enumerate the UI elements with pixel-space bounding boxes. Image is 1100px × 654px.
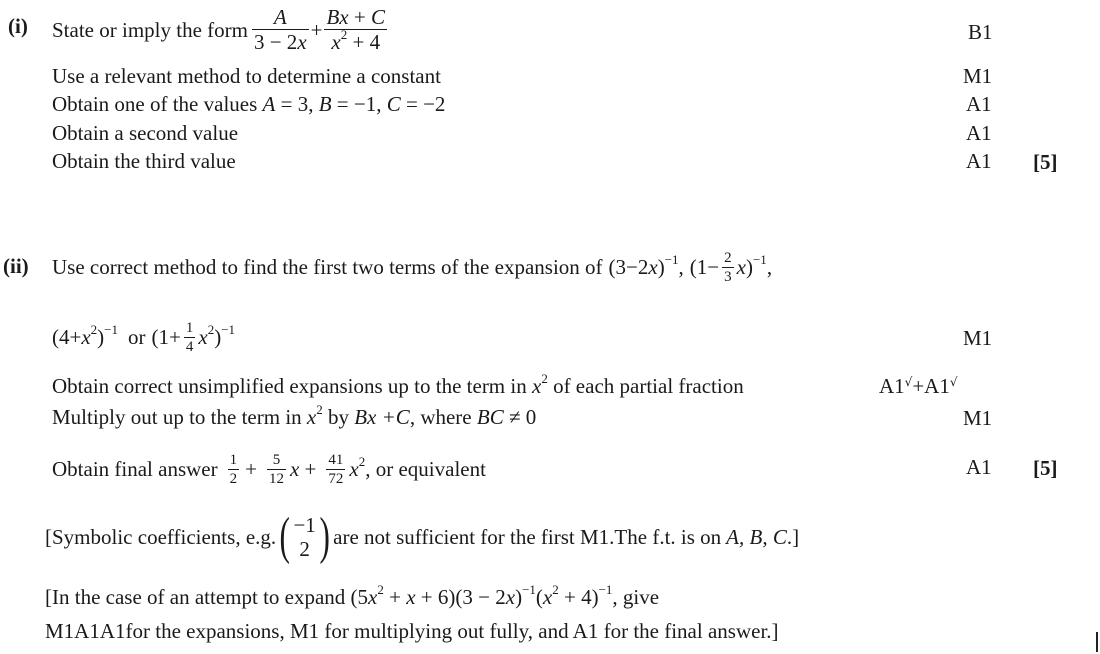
part-i-row-3: Obtain one of the values A = 3, B = −1, C = −2 [52,92,446,116]
fraction-41-over-72: $\frac{41}{72}$ [328,451,344,487]
part-ii-label: (ii) [3,254,29,278]
note-symbolic-coefficients: [Symbolic coefficients, e.g. ( −1 2 ) are not sufficient for the first M1.The f.t. is on A, B, C .] [45,508,800,565]
expr-3-minus-2x: $(3-2x)^{-1}$, [608,251,684,279]
note-alternative-expansion-line-1: [In the case of an attempt to expand $(5x^2 + x + 6)(3 - 2x)^{-1}(x^2 + 4)^{-1}$, give [45,582,660,609]
part-i-row-2: Use a relevant method to determine a constant [52,64,441,88]
fraction-1-over-4: $\frac{1}{4}$ [185,319,194,355]
part-i-row-5: Obtain the third value [52,149,236,173]
mark-a1: A1 [966,149,992,173]
follow-through-tick-icon: √ [949,375,958,389]
part-i-label: (i) [8,14,28,38]
row-text: State or imply the form [52,17,248,42]
part-ii-line-1: Use correct method to find the first two terms of the expansion of $(3-2x)^{-1}$, (1− $\frac{2}{3}$ x)$^{-1}$, [52,249,773,285]
part-i-row-4: Obtain a second value [52,121,239,145]
part-ii-row-3: Obtain correct unsimplified expansions up to the term in $x^2$ of each partial fraction [52,371,744,398]
part-ii-row-5: Obtain final answer $\frac{1}{2}$ + $\frac{5}{12}$ x + $\frac{41}{72}$ $x^2$ , or equivalent [52,451,486,487]
part-ii-row-4: Multiply out up to the term in $x^2$ by Bx +C, where BC ≠ 0 [52,402,537,429]
part-i-total: [5] [1033,150,1058,174]
text-cursor-bar [1096,632,1098,652]
mark-m1: M1 [963,64,993,88]
mark-a1-ft-plus-a1-ft: A1√+A1√ [879,374,958,398]
part-ii-total: [5] [1033,456,1058,480]
plus-sign: + [310,17,323,42]
mark-a1: A1 [966,455,992,479]
fraction-1-over-2: $\frac{1}{2}$ [229,451,238,487]
mark-m1: M1 [963,326,993,350]
mark-a1: A1 [966,121,992,145]
mark-m1: M1 [963,406,993,430]
part-ii-line-2: $(4+x^2)^{-1}$ or (1+ $\frac{1}{4}$ $x^2)^{-1}$ [52,319,236,355]
fraction-a-over-3-minus-2x: $\frac{A}{3 - 2x}$ [253,4,307,54]
fraction-2-over-3: $\frac{2}{3}$ [724,249,732,285]
part-i-row-1 [52,0,387,60]
binomial-coefficient: ( −1 2 ) [279,508,330,565]
follow-through-tick-icon: √ [904,375,913,389]
mark-b1: B1 [968,20,993,44]
mark-a1: A1 [966,92,992,116]
note-alternative-expansion-line-2: M1A1A1for the expansions, M1 for multiplying out fully, and A1 for the final answer.] [45,619,779,643]
fraction-5-over-12: $\frac{5}{12}$ [268,451,284,487]
fraction-bx-plus-c-over-x2-plus-4: $\frac{Bx + C}{x^2 + 4}$ [326,4,385,54]
